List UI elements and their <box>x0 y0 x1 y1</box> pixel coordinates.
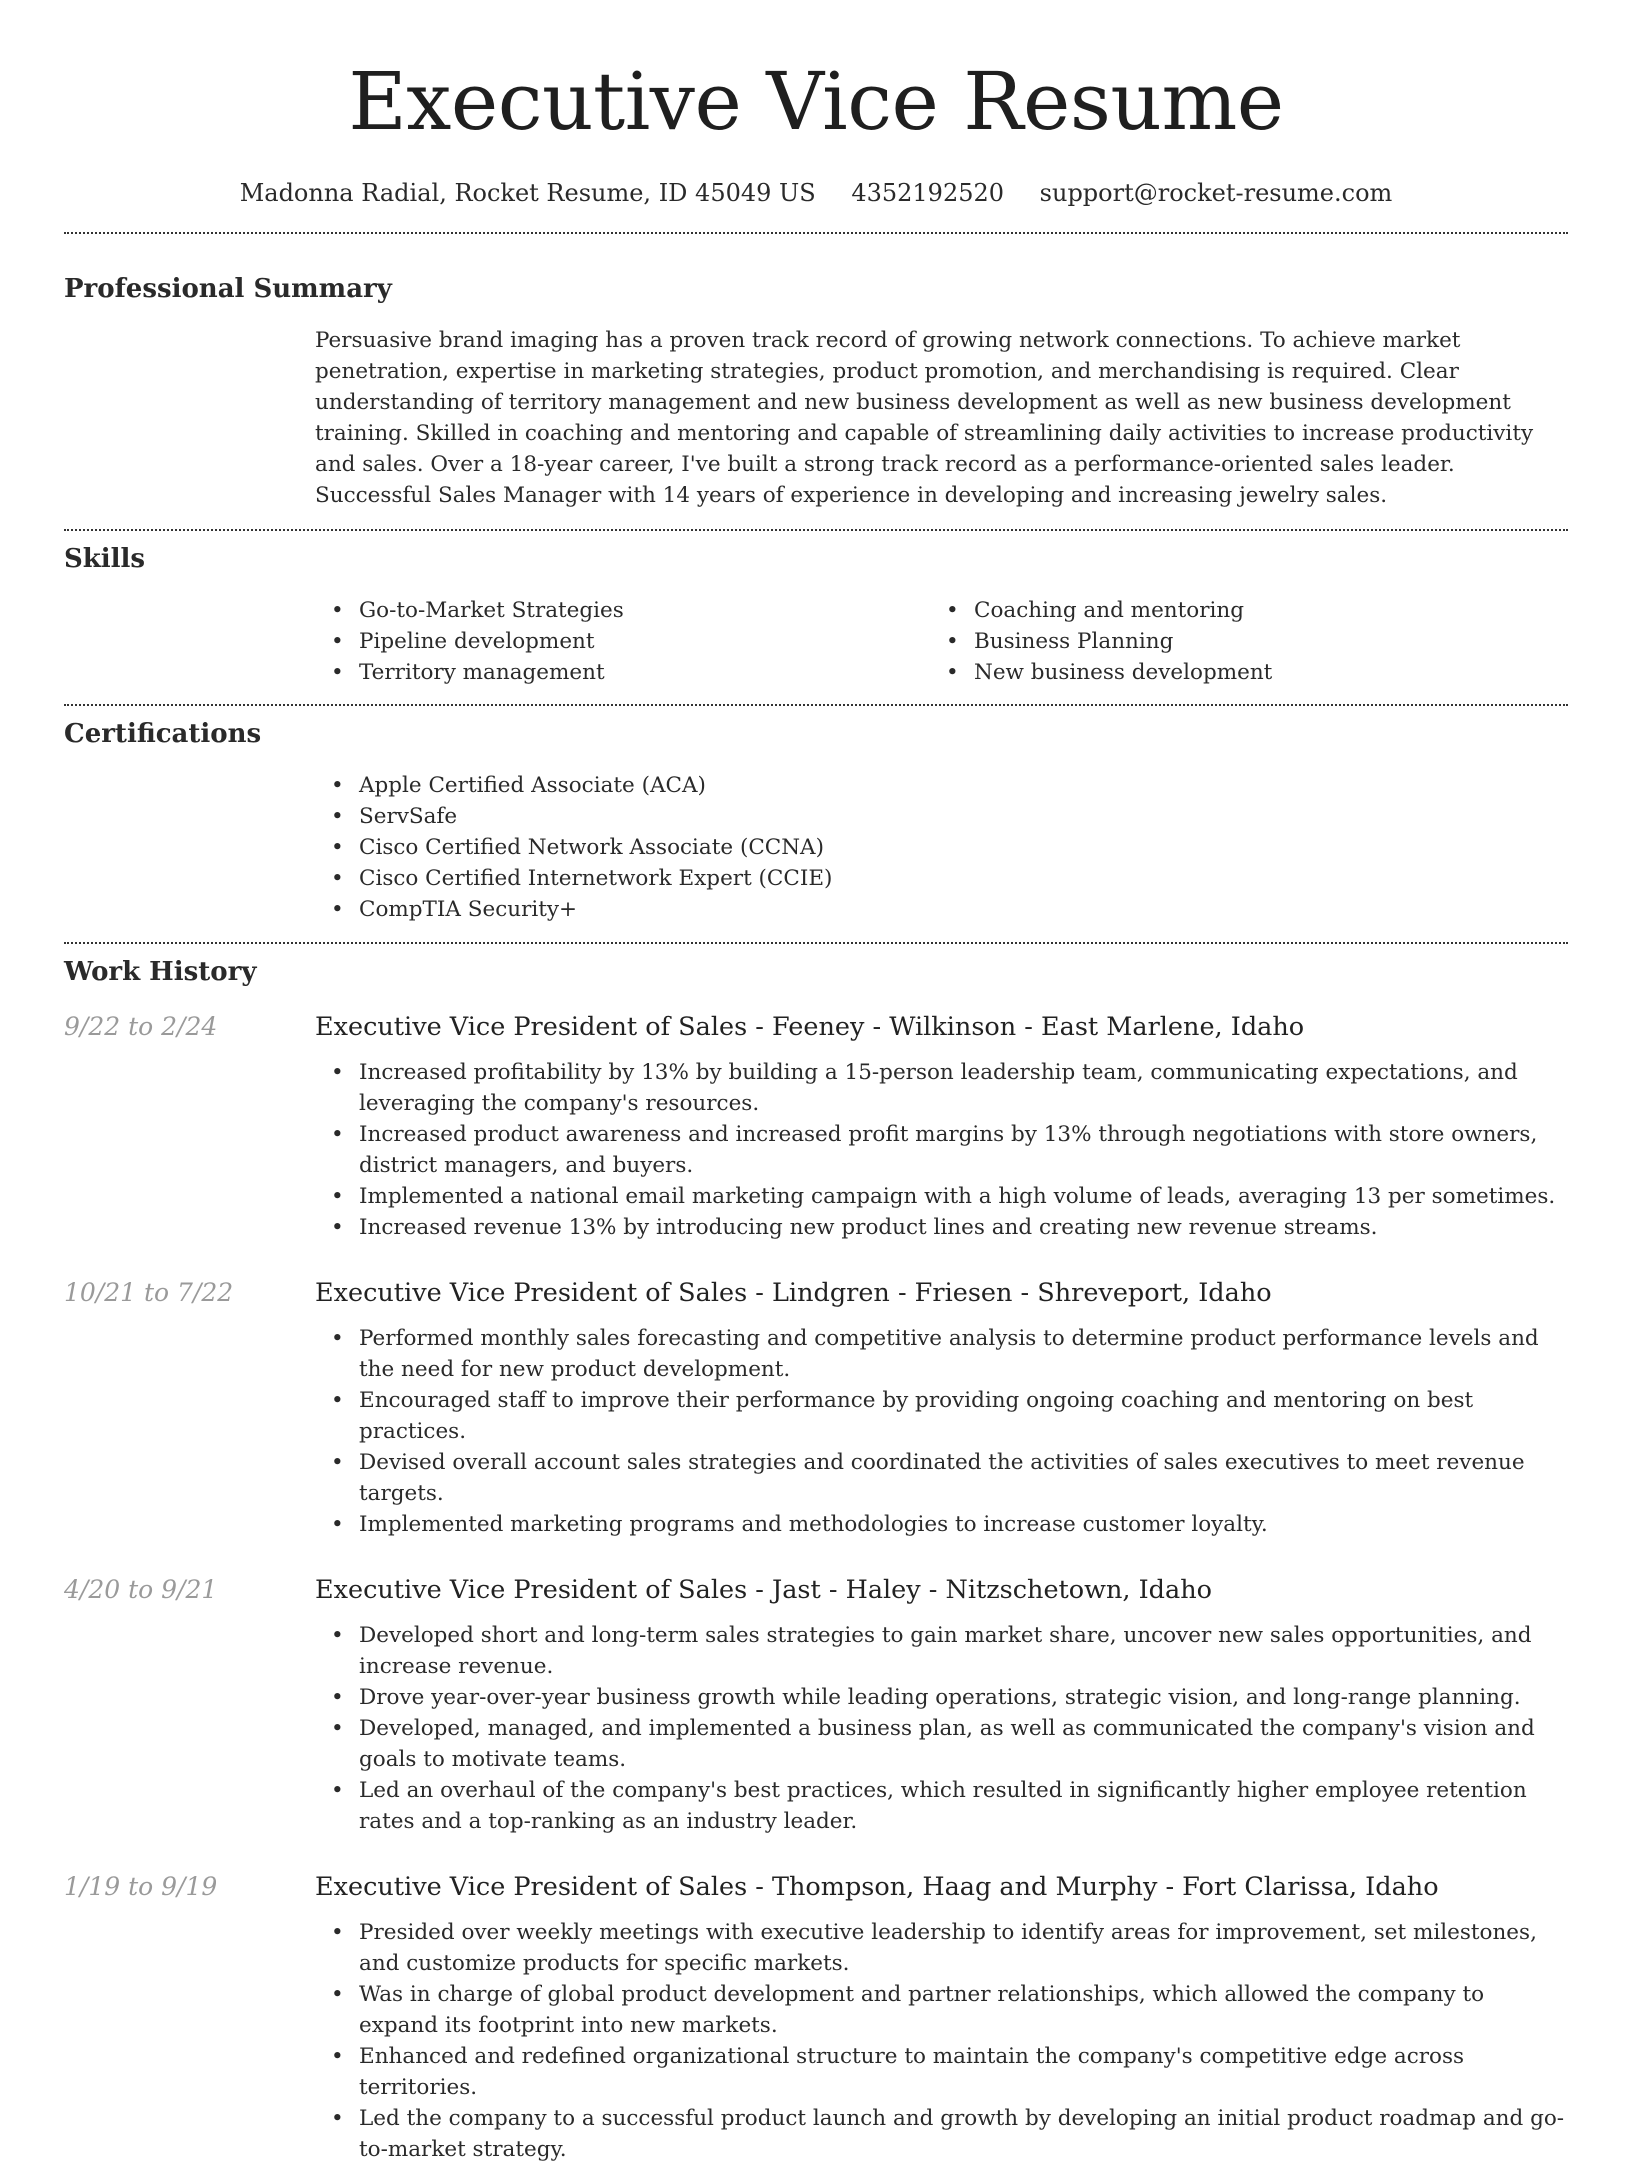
skill-item: • Go-to-Market Strategies <box>315 595 930 626</box>
skill-item: • Coaching and mentoring <box>930 595 1545 626</box>
job-bullet: • Implemented a national email marketing campaign with a high volume of leads, averaging 13 per sometimes. <box>315 1181 1568 1212</box>
skills-heading: Skills <box>64 544 146 574</box>
job-bullet: • Increased profitability by 13% by building a 15-person leadership team, communicating expectations, and leveraging the company's resources. <box>315 1057 1568 1119</box>
contact-line <box>64 176 1568 210</box>
contact-email: support@rocket-resume.com <box>1039 179 1393 207</box>
certifications-list <box>315 770 1568 925</box>
job-bullet: • Presided over weekly meetings with executive leadership to identify areas for improvement, set milestones, and customize products for specific markets. <box>315 1917 1568 1979</box>
job-bullet: • Increased product awareness and increased profit margins by 13% through negotiations with store owners, district managers, and buyers. <box>315 1119 1568 1181</box>
job-entry <box>64 1010 1568 1243</box>
contact-phone: 4352192520 <box>851 179 1005 207</box>
job-bullets <box>315 1057 1568 1243</box>
job-bullet: • Enhanced and redefined organizational structure to maintain the company's competitive edge across territories. <box>315 2041 1568 2103</box>
certification-item: • ServSafe <box>315 801 1568 832</box>
job-bullet: • Encouraged staff to improve their performance by providing ongoing coaching and mentoring on best practices. <box>315 1385 1568 1447</box>
certification-item: • Cisco Certified Internetwork Expert (CCIE) <box>315 863 1568 894</box>
job-bullet: • Developed, managed, and implemented a business plan, as well as communicated the company's vision and goals to motivate teams. <box>315 1713 1568 1775</box>
skills-column-right <box>930 595 1545 688</box>
job-bullet: • Developed short and long-term sales strategies to gain market share, uncover new sales opportunities, and increase revenue. <box>315 1620 1568 1682</box>
divider <box>64 529 1568 531</box>
summary-heading: Professional Summary <box>64 274 392 304</box>
work-history-heading: Work History <box>64 957 257 987</box>
job-dates: 1/19 to 9/19 <box>64 1872 218 1901</box>
certifications-heading: Certifications <box>64 719 262 749</box>
job-bullet: • Performed monthly sales forecasting and competitive analysis to determine product performance levels and the need for new product development. <box>315 1323 1568 1385</box>
divider <box>64 942 1568 944</box>
job-entry <box>64 1573 1568 1837</box>
summary-text: Persuasive brand imaging has a proven track record of growing network connections. To achieve market penetration, expertise in marketing strategies, product promotion, and merchandising is required. Clear understanding of territory management and new business development as well as new business development training. Skilled in coaching and mentoring and capable of streamlining daily activities to increase productivity and sales. Over a 18-year career, I've built a strong track record as a performance-oriented sales leader. Successful Sales Manager with 14 years of experience in developing and increasing jewelry sales. <box>315 328 1534 508</box>
job-entry <box>64 1276 1568 1540</box>
divider <box>64 704 1568 706</box>
job-bullet: • Drove year-over-year business growth while leading operations, strategic vision, and long-range planning. <box>315 1682 1568 1713</box>
skill-item: • Territory management <box>315 657 930 688</box>
job-bullets <box>315 1917 1568 2165</box>
job-title: Executive Vice President of Sales - Feeney - Wilkinson - East Marlene, Idaho <box>315 1012 1305 1042</box>
job-bullet: • Was in charge of global product development and partner relationships, which allowed the company to expand its footprint into new markets. <box>315 1979 1568 2041</box>
job-bullet: • Led the company to a successful product launch and growth by developing an initial product roadmap and go-to-market strategy. <box>315 2103 1568 2165</box>
skills-column-left <box>315 595 930 688</box>
job-bullet: • Devised overall account sales strategies and coordinated the activities of sales executives to meet revenue targets. <box>315 1447 1568 1509</box>
job-title: Executive Vice President of Sales - Thompson, Haag and Murphy - Fort Clarissa, Idaho <box>315 1872 1439 1902</box>
job-title: Executive Vice President of Sales - Lindgren - Friesen - Shreveport, Idaho <box>315 1278 1272 1308</box>
certification-item: • Apple Certified Associate (ACA) <box>315 770 1568 801</box>
skill-item: • Pipeline development <box>315 626 930 657</box>
job-bullets <box>315 1323 1568 1540</box>
job-bullet: • Increased revenue 13% by introducing new product lines and creating new revenue streams. <box>315 1212 1568 1243</box>
job-title: Executive Vice President of Sales - Jast - Haley - Nitzschetown, Idaho <box>315 1575 1212 1605</box>
job-dates: 10/21 to 7/22 <box>64 1278 234 1307</box>
skill-item: • Business Planning <box>930 626 1545 657</box>
job-bullets <box>315 1620 1568 1837</box>
certification-item: • Cisco Certified Network Associate (CCNA) <box>315 832 1568 863</box>
resume-title: Executive Vice Resume <box>348 55 1284 148</box>
job-bullet: • Led an overhaul of the company's best practices, which resulted in significantly higher employee retention rates and a top-ranking as an industry leader. <box>315 1775 1568 1837</box>
certification-item: • CompTIA Security+ <box>315 894 1568 925</box>
contact-address: Madonna Radial, Rocket Resume, ID 45049 US <box>239 179 816 207</box>
job-dates: 9/22 to 2/24 <box>64 1012 218 1041</box>
job-dates: 4/20 to 9/21 <box>64 1575 218 1604</box>
skills-list <box>315 595 1568 688</box>
divider <box>64 232 1568 234</box>
skill-item: • New business development <box>930 657 1545 688</box>
job-entry <box>64 1870 1568 2165</box>
resume-page <box>64 0 1568 2165</box>
job-bullet: • Implemented marketing programs and methodologies to increase customer loyalty. <box>315 1509 1568 1540</box>
